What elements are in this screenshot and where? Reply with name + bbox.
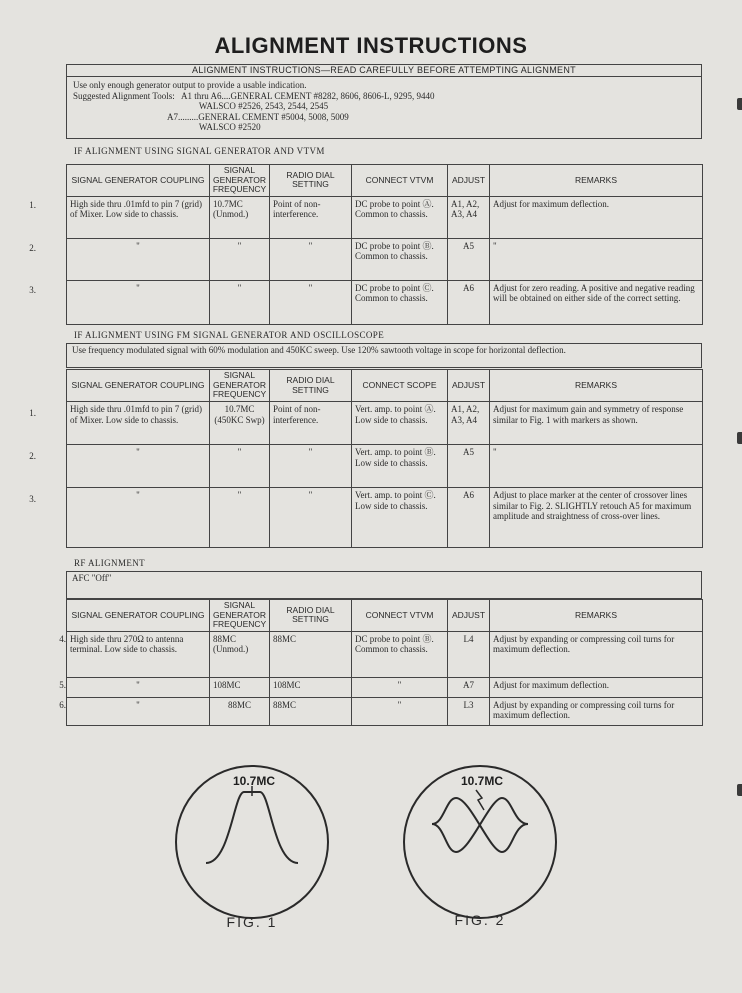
cell-coupling: ": [67, 445, 210, 488]
cell-connect: DC probe to point Ⓒ. Common to chassis.: [352, 280, 448, 324]
header-connect: CONNECT SCOPE: [352, 370, 448, 402]
header-frequency: SIGNAL GENERATOR FREQUENCY: [210, 370, 270, 402]
header-coupling: SIGNAL GENERATOR COUPLING: [67, 165, 210, 197]
fig2-waveform: [396, 758, 564, 926]
header-frequency: SIGNAL GENERATOR FREQUENCY: [210, 600, 270, 632]
header-dial: RADIO DIAL SETTING: [270, 600, 352, 632]
page-title: ALIGNMENT INSTRUCTIONS: [214, 33, 528, 58]
row-number: 3.: [29, 285, 36, 295]
header-remarks: REMARKS: [490, 370, 703, 402]
section3-note: AFC "Off": [66, 571, 702, 599]
fig2-scope-circle: [404, 766, 556, 918]
fig1-caption: FIG. 1: [226, 914, 278, 930]
table-row: [67, 677, 703, 697]
cell-frequency: 88MC: [210, 697, 270, 725]
cell-remarks: Adjust to place marker at the center of crossover lines similar to Fig. 2. SLIGHTLY retouch A5 for maximum amplitude and straightness of cross-over lines.: [490, 488, 703, 548]
section2-label: IF ALIGNMENT USING FM SIGNAL GENERATOR AND OSCILLOSCOPE: [74, 330, 385, 340]
cell-coupling: High side thru .01mfd to pin 7 (grid) of Mixer. Low side to chassis.: [67, 196, 210, 238]
table-row: [67, 402, 703, 445]
intro-line: A7.........GENERAL CEMENT #5004, 5008, 5009: [73, 111, 349, 122]
cell-dial: ": [270, 488, 352, 548]
cell-frequency: ": [210, 280, 270, 324]
table-row: [67, 488, 703, 548]
section1-table: [66, 164, 703, 325]
cell-remarks: Adjust by expanding or compressing coil turns for maximum deflection.: [490, 631, 703, 677]
cell-dial: ": [270, 445, 352, 488]
cell-adjust: A5: [448, 238, 490, 280]
fig2-marker-label: 10.7MC: [460, 774, 504, 788]
cell-remarks: Adjust for maximum gain and symmetry of response similar to Fig. 1 with markers as shown.: [490, 402, 703, 445]
cell-frequency: ": [210, 445, 270, 488]
cell-coupling: ": [67, 488, 210, 548]
cell-coupling: ": [67, 238, 210, 280]
cell-frequency: ": [210, 238, 270, 280]
cell-dial: ": [270, 280, 352, 324]
cell-remarks: Adjust by expanding or compressing coil turns for maximum deflection.: [490, 697, 703, 725]
row-number: 2.: [29, 451, 36, 461]
intro-line: WALSCO #2520: [73, 122, 261, 132]
section2-note: Use frequency modulated signal with 60% modulation and 450KC sweep. Use 120% sawtooth voltage in scope for horizontal deflection.: [66, 343, 702, 368]
cell-frequency: ": [210, 488, 270, 548]
cell-adjust: A6: [448, 280, 490, 324]
cell-coupling: ": [67, 280, 210, 324]
intro-line: Use only enough generator output to provide a usable indication.: [73, 80, 307, 90]
cell-dial: Point of non-interference.: [270, 196, 352, 238]
fig1-response-curve: [206, 792, 298, 863]
cell-adjust: A1, A2, A3, A4: [448, 196, 490, 238]
cell-connect: DC probe to point Ⓐ. Common to chassis.: [352, 196, 448, 238]
cell-remarks: Adjust for zero reading. A positive and negative reading will be obtained on either side of the correct setting.: [490, 280, 703, 324]
table-row: [67, 631, 703, 677]
fig2-marker-pip: [476, 790, 484, 810]
intro-line: WALSCO #2526, 2543, 2544, 2545: [73, 101, 329, 111]
section3-table: [66, 599, 703, 726]
row-number: 1.: [29, 408, 36, 418]
table-row: [67, 196, 703, 238]
cell-remarks: Adjust for maximum deflection.: [490, 196, 703, 238]
cell-dial: Point of non-interference.: [270, 402, 352, 445]
cell-frequency: 108MC: [210, 677, 270, 697]
cell-remarks: ": [490, 238, 703, 280]
cell-coupling: ": [67, 677, 210, 697]
table-row: [67, 238, 703, 280]
header-frequency: SIGNAL GENERATOR FREQUENCY: [210, 165, 270, 197]
cell-frequency: 88MC (Unmod.): [210, 631, 270, 677]
cell-dial: 88MC: [270, 631, 352, 677]
cell-connect: ": [352, 677, 448, 697]
cell-adjust: A1, A2, A3, A4: [448, 402, 490, 445]
cell-adjust: A6: [448, 488, 490, 548]
row-number: 1.: [29, 200, 36, 210]
cell-dial: 88MC: [270, 697, 352, 725]
fig1-waveform: [168, 758, 336, 926]
header-connect: CONNECT VTVM: [352, 600, 448, 632]
header-remarks: REMARKS: [490, 600, 703, 632]
cell-frequency: 10.7MC (Unmod.): [210, 196, 270, 238]
section2-table: [66, 369, 703, 548]
cell-frequency: 10.7MC (450KC Swp): [210, 402, 270, 445]
table-row: [67, 697, 703, 725]
cell-connect: DC probe to point Ⓑ. Common to chassis.: [352, 238, 448, 280]
cell-connect: Vert. amp. to point Ⓐ. Low side to chassis.: [352, 402, 448, 445]
cell-remarks: ": [490, 445, 703, 488]
table-row: [67, 445, 703, 488]
intro-line: Suggested Alignment Tools: A1 thru A6....GENERAL CEMENT #8282, 8606, 8606-L, 9295, 9440: [73, 90, 435, 101]
header-adjust: ADJUST: [448, 165, 490, 197]
cell-remarks: Adjust for maximum deflection.: [490, 677, 703, 697]
cell-coupling: High side thru 270Ω to antenna terminal. Low side to chassis.: [67, 631, 210, 677]
cell-connect: ": [352, 697, 448, 725]
cell-adjust: L4: [448, 631, 490, 677]
header-adjust: ADJUST: [448, 600, 490, 632]
intro-box: [66, 77, 702, 139]
section1-label: IF ALIGNMENT USING SIGNAL GENERATOR AND VTVM: [74, 146, 325, 156]
header-coupling: SIGNAL GENERATOR COUPLING: [67, 370, 210, 402]
intro-heading: ALIGNMENT INSTRUCTIONS—READ CAREFULLY BEFORE ATTEMPTING ALIGNMENT: [66, 64, 702, 77]
cell-coupling: ": [67, 697, 210, 725]
binding-hole-mark: [737, 784, 742, 796]
header-coupling: SIGNAL GENERATOR COUPLING: [67, 600, 210, 632]
cell-adjust: A5: [448, 445, 490, 488]
cell-connect: Vert. amp. to point Ⓑ. Low side to chassis.: [352, 445, 448, 488]
binding-hole-mark: [737, 98, 742, 110]
row-number: 5.: [59, 680, 66, 690]
header-connect: CONNECT VTVM: [352, 165, 448, 197]
cell-connect: Vert. amp. to point Ⓒ. Low side to chassis.: [352, 488, 448, 548]
header-remarks: REMARKS: [490, 165, 703, 197]
header-dial: RADIO DIAL SETTING: [270, 370, 352, 402]
cell-adjust: A7: [448, 677, 490, 697]
cell-dial: ": [270, 238, 352, 280]
table-row: [67, 280, 703, 324]
row-number: 3.: [29, 494, 36, 504]
section3-label: RF ALIGNMENT: [74, 558, 146, 568]
cell-adjust: L3: [448, 697, 490, 725]
row-number: 2.: [29, 243, 36, 253]
header-dial: RADIO DIAL SETTING: [270, 165, 352, 197]
cell-connect: DC probe to point Ⓑ. Common to chassis.: [352, 631, 448, 677]
binding-hole-mark: [737, 432, 742, 444]
row-number: 6.: [59, 700, 66, 710]
cell-dial: 108MC: [270, 677, 352, 697]
row-number: 4.: [59, 634, 66, 644]
cell-coupling: High side thru .01mfd to pin 7 (grid) of Mixer. Low side to chassis.: [67, 402, 210, 445]
header-adjust: ADJUST: [448, 370, 490, 402]
fig2-caption: FIG. 2: [454, 912, 506, 928]
fig1-marker-label: 10.7MC: [232, 774, 276, 788]
